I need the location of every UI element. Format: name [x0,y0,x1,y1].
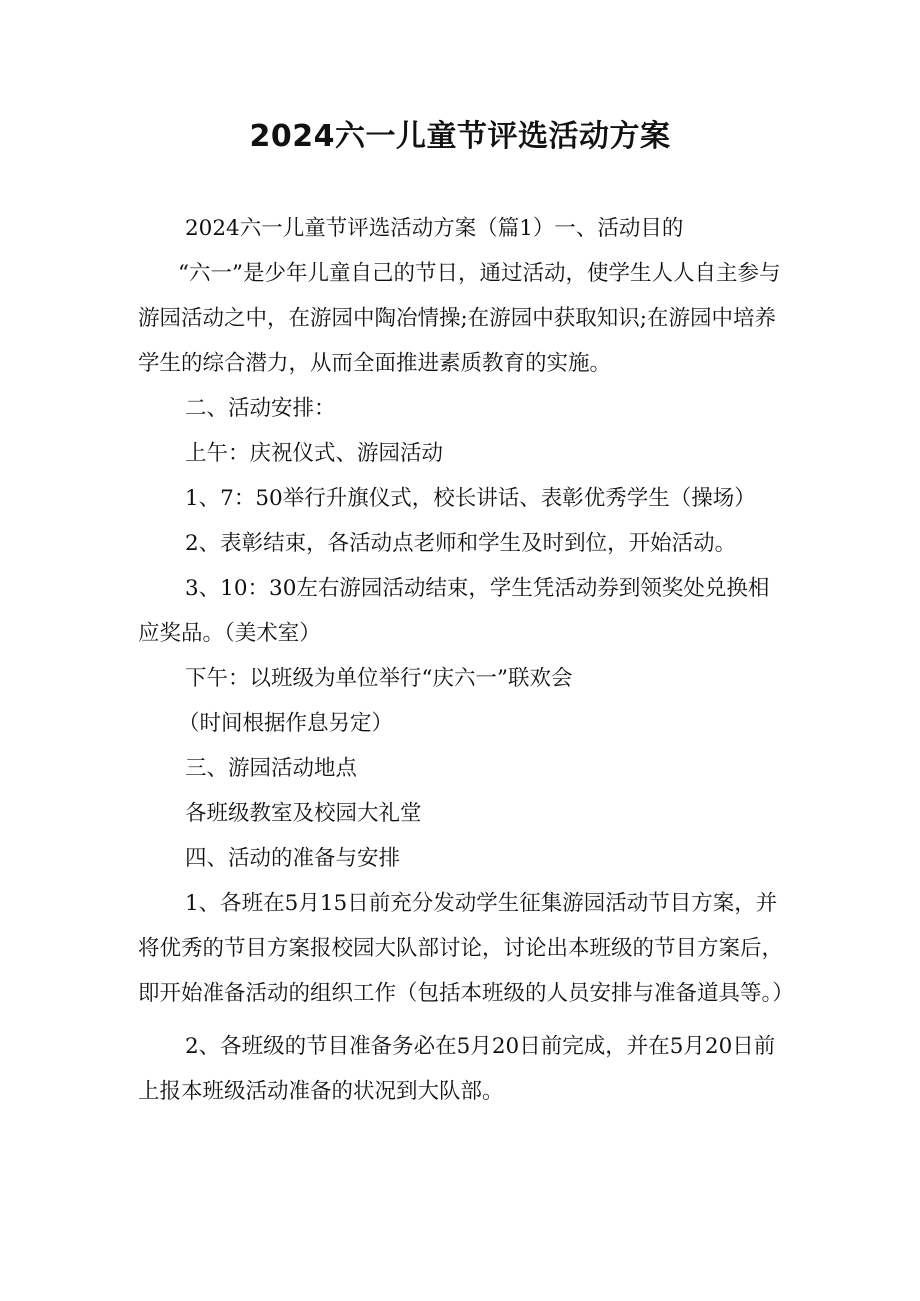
paragraph-item-1: 1、7：50举行升旗仪式，校长讲话、表彰优秀学生（操场） [185,486,756,511]
paragraph-location: 各班级教室及校园大礼堂 [185,801,422,826]
paragraph-section-2-heading: 二、活动安排： [185,396,336,421]
paragraph-purpose: “六一”是少年儿童自己的节日，通过活动，使学生人人自主参与游园活动之中，在游园中陶冶情操;在游园中获取知识;在游园中培养学生的综合潜力，从而全面推进素质教育的实施。 [138,261,781,376]
document-title: 2024六一儿童节评选活动方案 [249,119,671,154]
paragraph-intro-heading: 2024六一儿童节评选活动方案（篇1）一、活动目的 [185,216,684,241]
document-body [138,206,794,1114]
paragraph-afternoon: 下午：以班级为单位举行“庆六一”联欢会 [185,666,573,691]
paragraph-section-4-heading: 四、活动的准备与安排 [185,846,401,871]
paragraph-time-note: （时间根据作息另定） [178,711,394,736]
paragraph-item-2: 2、表彰结束，各活动点老师和学生及时到位，开始活动。 [185,531,737,556]
paragraph-prep-2: 2、各班级的节目准备务必在5月20日前完成，并在5月20日前上报本班级活动准备的状况到大队部。 [138,1034,776,1104]
paragraph-item-3: 3、10：30左右游园活动结束，学生凭活动券到领奖处兑换相应奖品。（美术室） [138,576,770,646]
paragraph-morning: 上午：庆祝仪式、游园活动 [185,441,444,466]
paragraph-section-3-heading: 三、游园活动地点 [185,756,358,781]
paragraph-prep-1: 1、各班在5月15日前充分发动学生征集游园活动节目方案，并将优秀的节目方案报校园大队部讨论，讨论出本班级的节目方案后，即开始准备活动的组织工作（包括本班级的人员安排与准备道具等。） [138,891,794,1006]
